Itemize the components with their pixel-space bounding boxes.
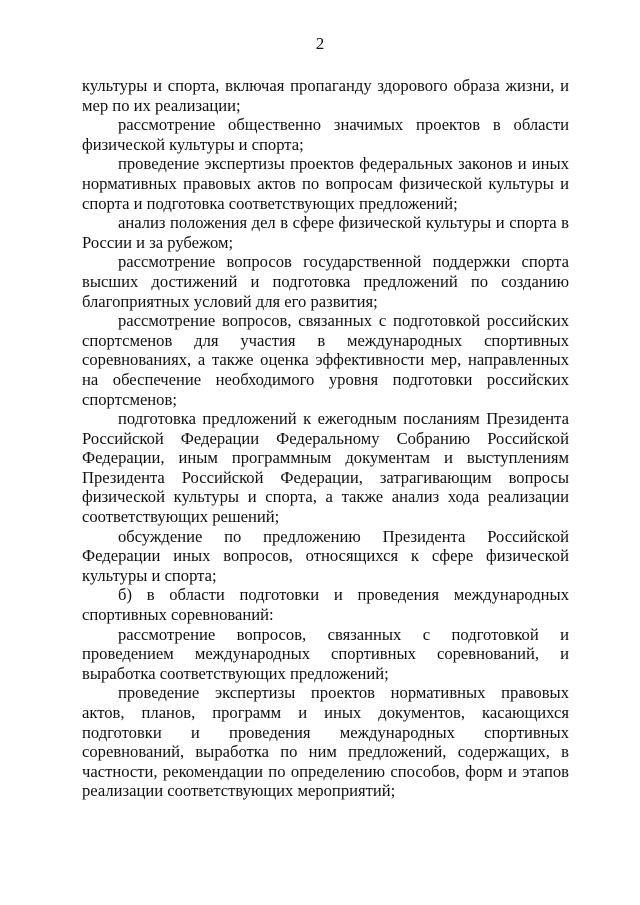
paragraph: обсуждение по предложению Президента Российской Федерации иных вопросов, относящихся к сфере физической культуры и спорта; bbox=[82, 526, 569, 585]
paragraph: рассмотрение вопросов, связанных с подготовкой российских спортсменов для участия в международных спортивных соревнованиях, а также оценка эффективности мер, направленных на обеспечение необходимого уровня подготовки российских спортсменов; bbox=[82, 311, 569, 409]
paragraph: анализ положения дел в сфере физической культуры и спорта в России и за рубежом; bbox=[82, 213, 569, 252]
paragraph: проведение экспертизы проектов нормативных правовых актов, планов, программ и иных документов, касающихся подготовки и проведения международных спортивных соревнований, выработка по ним предложений, содержащих, в частности, рекомендации по определению способов, форм и этапов реализации соответствующих мероприятий; bbox=[82, 683, 569, 801]
paragraph: рассмотрение вопросов государственной поддержки спорта высших достижений и подготовка предложений по созданию благоприятных условий для его развития; bbox=[82, 252, 569, 311]
page-number: 2 bbox=[315, 34, 325, 53]
paragraph: рассмотрение общественно значимых проектов в области физической культуры и спорта; bbox=[82, 115, 569, 154]
paragraph: культуры и спорта, включая пропаганду здорового образа жизни, и мер по их реализации; bbox=[82, 76, 569, 115]
paragraph: подготовка предложений к ежегодным посланиям Президента Российской Федерации Федеральному Собранию Российской Федерации, иным программным документам и выступлениям Президента Российской Федерации, затрагивающим вопросы физической культуры и спорта, а также анализ хода реализации соответствующих решений; bbox=[82, 409, 569, 527]
paragraph: б) в области подготовки и проведения международных спортивных соревнований: bbox=[82, 585, 569, 625]
paragraph: проведение экспертизы проектов федеральных законов и иных нормативных правовых актов по вопросам физической культуры и спорта и подготовка соответствующих предложений; bbox=[82, 154, 569, 213]
document-body bbox=[82, 76, 569, 801]
paragraph: рассмотрение вопросов, связанных с подготовкой и проведением международных спортивных соревнований, и выработка соответствующих предложений; bbox=[82, 624, 569, 683]
